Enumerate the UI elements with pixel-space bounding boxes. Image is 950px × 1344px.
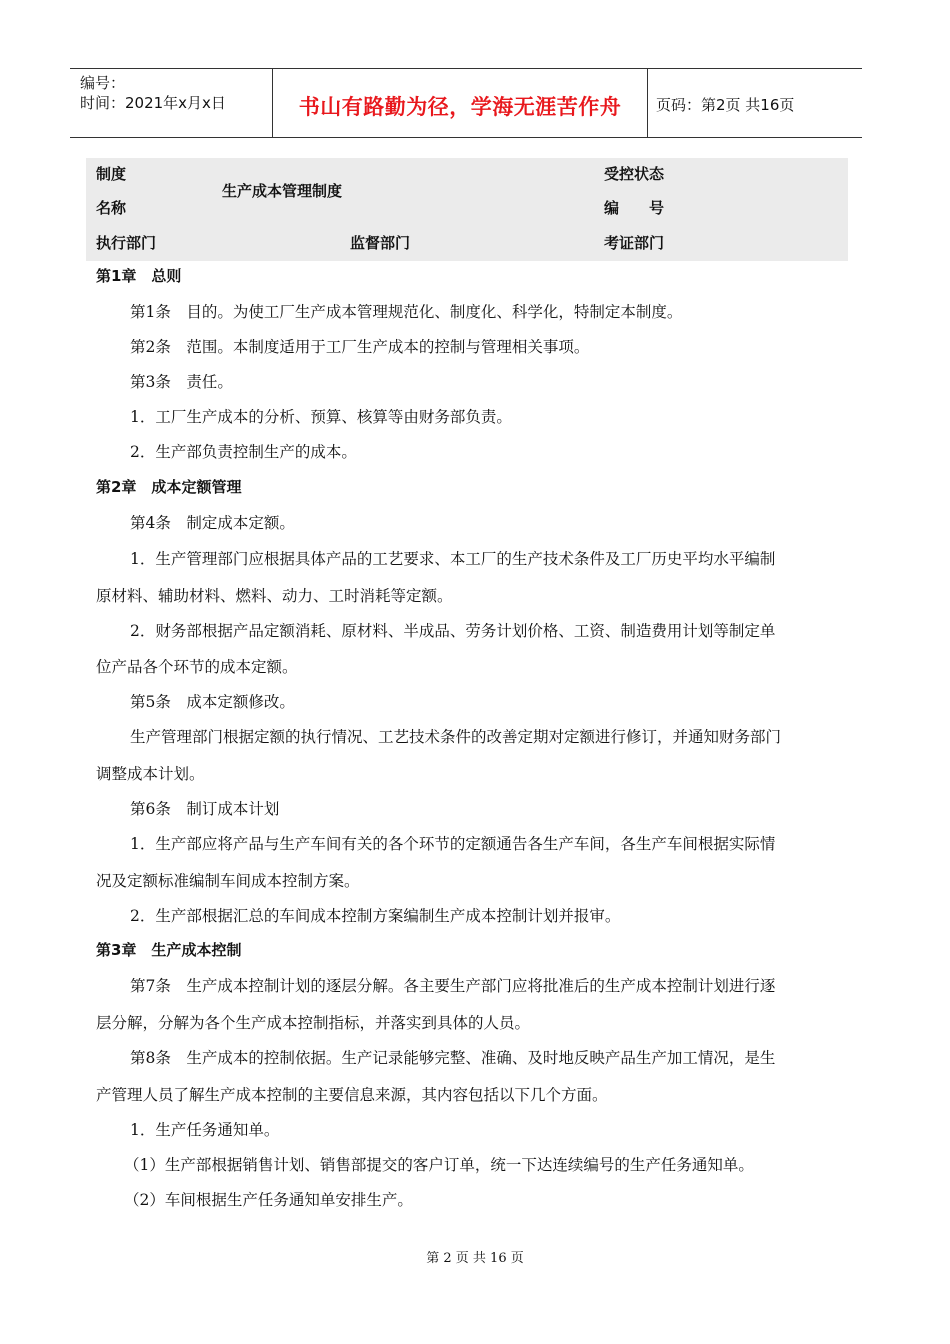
paragraph: 生产管理部门根据定额的执行情况、工艺技术条件的改善定期对定额进行修订，并通知财务部门 [130, 728, 782, 746]
sub-item: （1）生产部根据销售计划、销售部提交的客户订单，统一下达连续编号的生产任务通知单。 [124, 1156, 754, 1174]
header-meta [80, 73, 226, 113]
name-label: 名称 [96, 199, 127, 217]
regulation-name: 生产成本管理制度 [222, 182, 343, 200]
execution-dept-label: 执行部门 [96, 234, 157, 252]
chapter-heading: 第3章 生产成本控制 [96, 941, 242, 959]
paragraph: 1．生产任务通知单。 [130, 1121, 280, 1139]
paragraph-continuation: 产管理人员了解生产成本控制的主要信息来源，其内容包括以下几个方面。 [96, 1086, 608, 1104]
paragraph: 2．财务部根据产品定额消耗、原材料、半成品、劳务计划价格、工资、制造费用计划等制定单 [130, 622, 776, 640]
paragraph-continuation: 原材料、辅助材料、燃料、动力、工时消耗等定额。 [96, 587, 453, 605]
page-header [70, 68, 862, 138]
document-time: 时间：2021年x月x日 [80, 94, 226, 112]
chapter-heading: 第1章 总则 [96, 267, 182, 285]
control-table [86, 158, 848, 261]
paragraph: 第7条 生产成本控制计划的逐层分解。各主要生产部门应将批准后的生产成本控制计划进行逐 [130, 977, 776, 995]
paragraph: 1．生产管理部门应根据具体产品的工艺要求、本工厂的生产技术条件及工厂历史平均水平编制 [130, 550, 776, 568]
paragraph: 2．生产部负责控制生产的成本。 [130, 443, 357, 461]
sub-item: （2）车间根据生产任务通知单安排生产。 [124, 1191, 413, 1209]
name-label: 制度 [96, 165, 127, 183]
paragraph-continuation: 层分解，分解为各个生产成本控制指标，并落实到具体的人员。 [96, 1014, 531, 1032]
paragraph: 1．工厂生产成本的分析、预算、核算等由财务部负责。 [130, 408, 512, 426]
paragraph: 第5条 成本定额修改。 [130, 693, 295, 711]
paragraph: 第6条 制订成本计划 [130, 800, 280, 818]
paragraph: 2．生产部根据汇总的车间成本控制方案编制生产成本控制计划并报审。 [130, 907, 621, 925]
document-number-label: 编号： [80, 74, 126, 92]
supervision-dept-label: 监督部门 [350, 234, 411, 252]
paragraph: 第4条 制定成本定额。 [130, 514, 295, 532]
paragraph: 第8条 生产成本的控制依据。生产记录能够完整、准确、及时地反映产品生产加工情况，是生 [130, 1049, 776, 1067]
header-page-info: 页码：第2页 共16页 [656, 96, 795, 114]
control-status-label: 受控状态 [604, 165, 665, 183]
paragraph: 第1条 目的。为使工厂生产成本管理规范化、制度化、科学化，特制定本制度。 [130, 303, 683, 321]
page-footer: 第 2 页 共 16 页 [426, 1251, 524, 1266]
chapter-heading: 第2章 成本定额管理 [96, 478, 242, 496]
verification-dept-label: 考证部门 [604, 234, 665, 252]
control-number-label: 编 号 [604, 199, 665, 217]
paragraph: 第3条 责任。 [130, 373, 233, 391]
header-motto: 书山有路勤为径，学海无涯苦作舟 [298, 95, 622, 119]
paragraph: 第2条 范围。本制度适用于工厂生产成本的控制与管理相关事项。 [130, 338, 590, 356]
paragraph-continuation: 位产品各个环节的成本定额。 [96, 658, 298, 676]
header-divider [647, 69, 648, 137]
paragraph-continuation: 况及定额标准编制车间成本控制方案。 [96, 872, 360, 890]
paragraph-continuation: 调整成本计划。 [96, 765, 205, 783]
paragraph: 1．生产部应将产品与生产车间有关的各个环节的定额通告各生产车间，各生产车间根据实际情 [130, 835, 776, 853]
